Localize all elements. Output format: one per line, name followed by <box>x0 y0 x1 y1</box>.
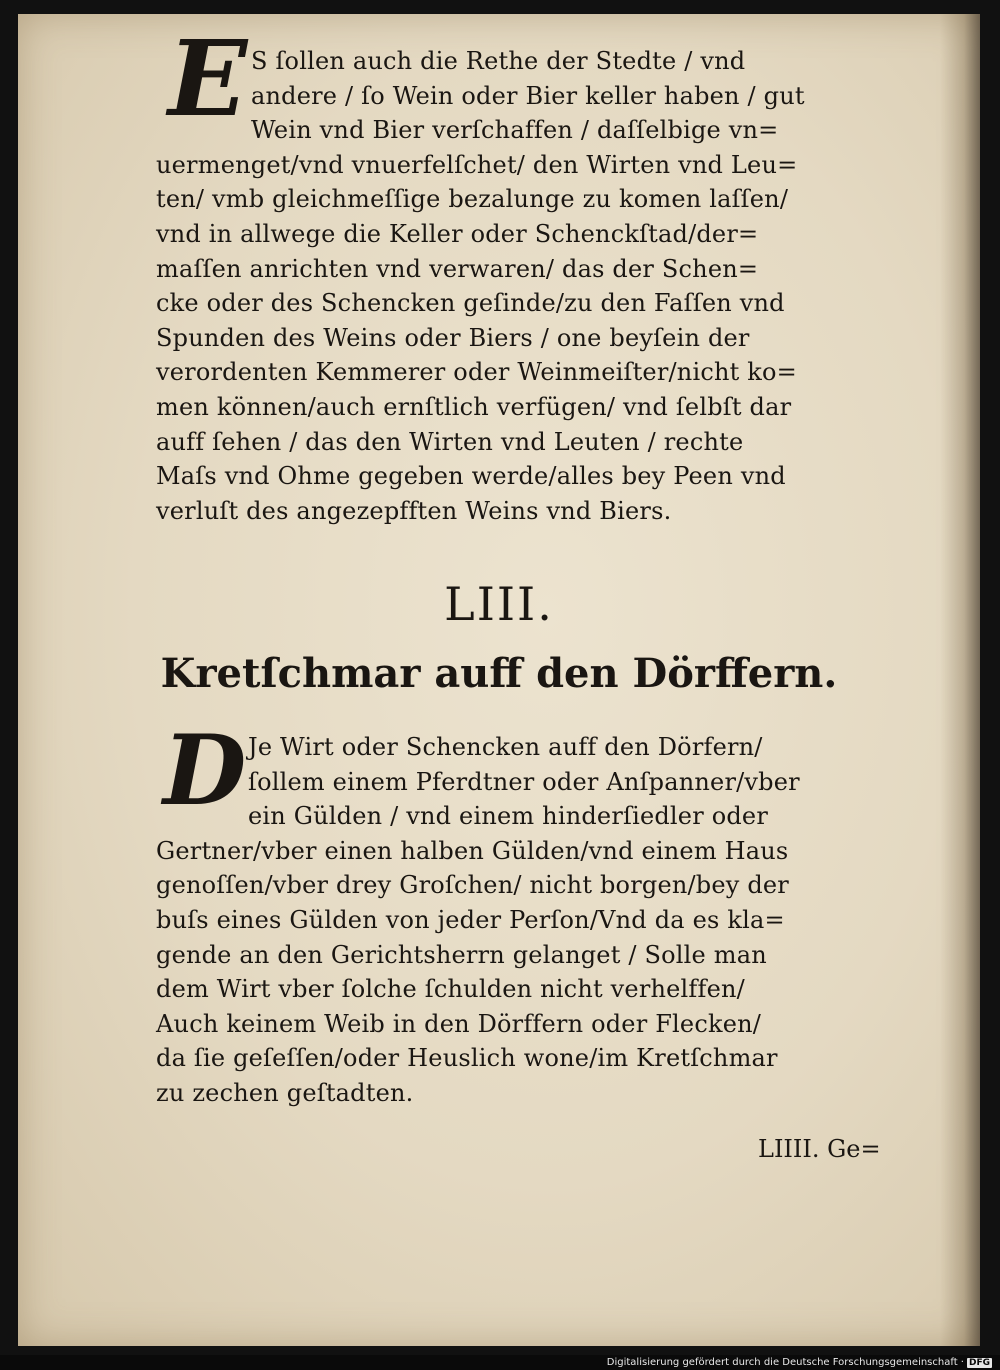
paragraph-2-line: ſollem einem Pferdtner oder Anſpanner/vber <box>248 767 800 796</box>
section-number: LIII. <box>444 577 554 631</box>
paragraph-2 <box>156 730 946 1111</box>
paragraph-2-line: gende an den Gerichtsherrn gelanget / Solle man <box>156 940 767 969</box>
paragraph-1-line: men können/auch ernſtlich verfügen/ vnd ſelbſt dar <box>156 392 792 421</box>
paragraph-1-line: Spunden des Weins oder Biers / one beyſein der <box>156 323 750 352</box>
section-title: Kretſchmar auff den Dörffern. <box>160 650 838 697</box>
paragraph-2-line: dem Wirt vber ſolche ſchulden nicht verhelffen/ <box>156 975 745 1004</box>
decorated-initial-d: D <box>163 714 247 827</box>
catchword: LIIII. Ge= <box>758 1135 881 1163</box>
paragraph-1-line: cke oder des Schencken geſinde/zu den Faſſen vnd <box>156 289 785 318</box>
decorated-initial-e: E <box>168 17 248 140</box>
paragraph-1-line: verluſt des angezepfften Weins vnd Biers. <box>156 496 672 525</box>
paragraph-2-line: genoſſen/vber drey Groſchen/ nicht borgen/bey der <box>156 871 789 900</box>
digitization-credit-text: Digitalisierung gefördert durch die Deutsche Forschungsgemeinschaft · <box>606 1357 964 1368</box>
paragraph-1-line: auff ſehen / das den Wirten vnd Leuten / rechte <box>156 427 744 456</box>
paragraph-1 <box>156 44 946 528</box>
document-page <box>18 14 980 1346</box>
paragraph-1-line: S ſollen auch die Rethe der Stedte / vnd <box>251 47 746 75</box>
paragraph-2-line: ein Gülden / vnd einem hinderſiedler oder <box>248 802 768 831</box>
paragraph-1-line: Wein vnd Bier verſchaffen / daſſelbige vn= <box>251 116 779 145</box>
paragraph-1-line: verordenten Kemmerer oder Weinmeiſter/nicht ko= <box>156 358 797 387</box>
paragraph-1-line: ten/ vmb gleichmeſſige bezalunge zu komen laſſen/ <box>156 185 789 214</box>
paragraph-1-line: andere / ſo Wein oder Bier keller haben / gut <box>251 81 805 110</box>
paragraph-2-line: Auch keinem Weib in den Dörffern oder Flecken/ <box>156 1009 762 1038</box>
paragraph-2-line: zu zechen geſtadten. <box>156 1078 414 1107</box>
paragraph-1-line: Maſs vnd Ohme gegeben werde/alles bey Peen vnd <box>156 462 786 491</box>
paragraph-2-line: buſs eines Gülden von jeder Perſon/Vnd da es kla= <box>156 905 785 934</box>
paragraph-1-line: vnd in allwege die Keller oder Schenckſtad/der= <box>156 219 759 248</box>
digitization-credit <box>607 1357 992 1368</box>
paragraph-2-line: Je Wirt oder Schencken auff den Dörfern/ <box>248 733 763 761</box>
dfg-logo: DFG <box>968 1358 990 1368</box>
paragraph-2-line: Gertner/vber einen halben Gülden/vnd einem Haus <box>156 836 789 865</box>
paragraph-1-line: uermenget/vnd vnuerfelſchet/ den Wirten vnd Leu= <box>156 150 798 179</box>
paragraph-1-line: maſſen anrichten vnd verwaren/ das der Schen= <box>156 254 759 283</box>
paragraph-2-line: da ſie geſeſſen/oder Heuslich wone/im Kretſchmar <box>156 1044 778 1073</box>
